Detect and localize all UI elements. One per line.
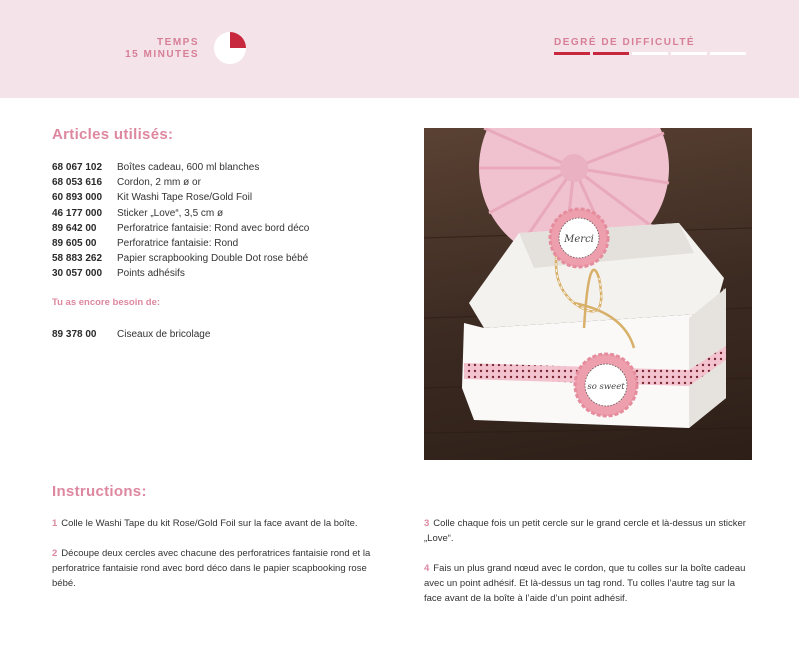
- difficulty-bar: [710, 52, 746, 55]
- list-item: [52, 266, 309, 281]
- need-list: [52, 327, 210, 342]
- clock-icon: [214, 32, 246, 64]
- clock-pie: [214, 32, 246, 64]
- tag-bottom-text: so sweet: [587, 382, 625, 392]
- list-item: [52, 251, 309, 266]
- difficulty-bar: [593, 52, 629, 55]
- time-fraction-wedge: [230, 32, 246, 48]
- step-number: 4: [424, 563, 430, 574]
- article-code: 89 642 00: [52, 222, 97, 234]
- difficulty-meter: [554, 52, 749, 55]
- list-item: [52, 221, 309, 236]
- instruction-step: [52, 516, 382, 531]
- product-photo: [424, 128, 752, 460]
- article-code: 89 605 00: [52, 238, 97, 250]
- article-code: 58 883 262: [52, 253, 103, 265]
- instruction-step: [52, 546, 377, 591]
- difficulty-bar: [671, 52, 707, 55]
- list-item: [52, 327, 210, 342]
- article-desc: Ciseaux de bricolage: [117, 329, 211, 340]
- list-item: [52, 206, 309, 221]
- instruction-step: [424, 516, 749, 546]
- article-code: 68 053 616: [52, 177, 103, 189]
- article-desc: Perforatrice fantaisie: Rond: [117, 238, 239, 250]
- step-number: 3: [424, 518, 430, 529]
- difficulty-bar: [632, 52, 668, 55]
- list-item: [52, 236, 309, 251]
- step-text: Colle chaque fois un petit cercle sur le grand cercle et là-dessus un sticker „Love“.: [424, 518, 746, 544]
- instruction-step: [424, 561, 754, 606]
- difficulty-bar: [554, 52, 590, 55]
- list-item: [52, 190, 309, 205]
- difficulty-label: DEGRÉ DE DIFFICULTÉ: [554, 37, 696, 48]
- article-code: 30 057 000: [52, 268, 103, 280]
- articles-title: Articles utilisés:: [52, 126, 174, 143]
- tag-top-text: Merci: [564, 234, 594, 245]
- list-item: [52, 175, 309, 190]
- article-desc: Points adhésifs: [117, 268, 185, 280]
- article-desc: Cordon, 2 mm ø or: [117, 177, 201, 189]
- list-item: [52, 160, 309, 175]
- page-header: [0, 0, 799, 98]
- step-text: Colle le Washi Tape du kit Rose/Gold Foil sur la face avant de la boîte.: [61, 518, 358, 529]
- time-value: 15 MINUTES: [125, 49, 199, 60]
- article-desc: Papier scrapbooking Double Dot rose bébé: [117, 253, 309, 265]
- time-label: TEMPS: [157, 37, 199, 48]
- article-desc: Boîtes cadeau, 600 ml blanches: [117, 162, 260, 173]
- article-code: 60 893 000: [52, 192, 103, 204]
- article-desc: Sticker „Love“, 3,5 cm ø: [117, 207, 224, 219]
- step-number: 1: [52, 518, 58, 529]
- articles-list: [52, 160, 309, 282]
- time-label-block: [125, 37, 199, 61]
- step-text: Fais un plus grand nœud avec le cordon, que tu colles sur la boîte cadeau avec un point adhésif. Et là-dessus un tag rond. Tu colles l’autre tag sur la face avant de la boîte à l’aide d’un point adhésif.: [424, 563, 746, 604]
- need-title: Tu as encore besoin de:: [52, 297, 161, 308]
- article-code: 68 067 102: [52, 162, 103, 173]
- article-code: 89 378 00: [52, 329, 97, 340]
- step-number: 2: [52, 548, 58, 559]
- tag-bottom: [575, 354, 637, 416]
- step-text: Découpe deux cercles avec chacune des perforatrices fantaisie rond et la perforatrice fantaisie rond avec bord déco dans le papier scapbooking rose bébé.: [52, 548, 371, 589]
- instructions-title: Instructions:: [52, 483, 147, 500]
- gift-box-illustration: [424, 128, 752, 460]
- article-code: 46 177 000: [52, 207, 103, 219]
- tag-top: [550, 209, 608, 267]
- article-desc: Kit Washi Tape Rose/Gold Foil: [117, 192, 253, 204]
- article-desc: Perforatrice fantaisie: Rond avec bord déco: [117, 222, 310, 234]
